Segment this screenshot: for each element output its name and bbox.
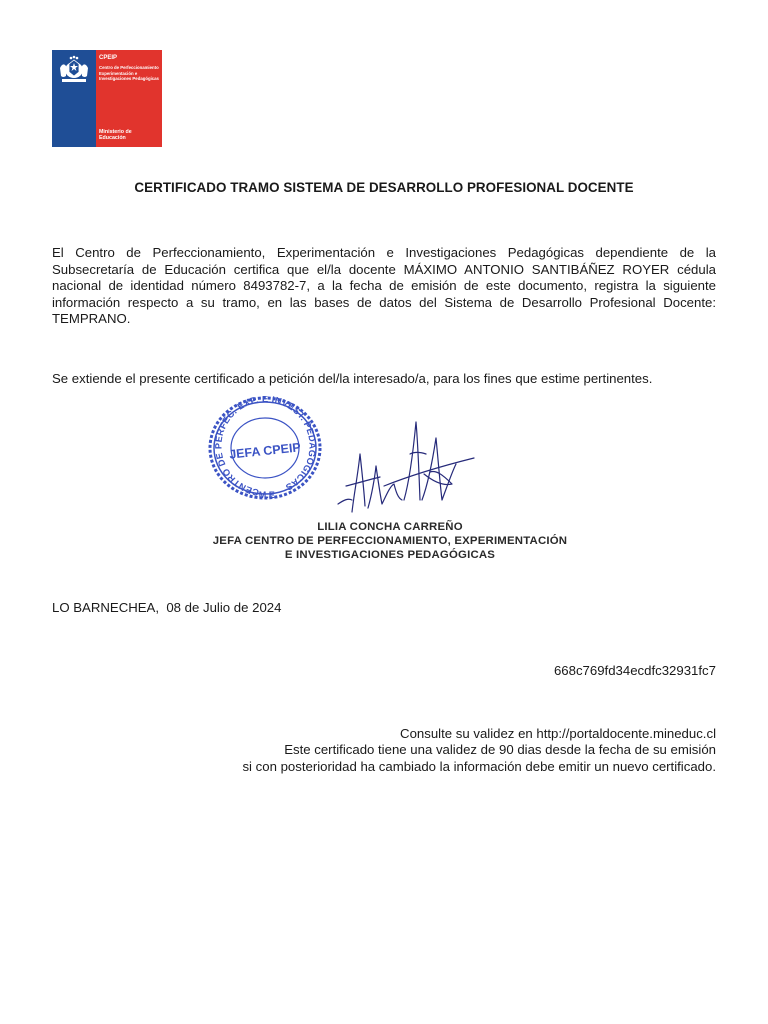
extend-statement: Se extiende el presente certificado a petición del/la interesado/a, para los fines que estime pertinentes. [52, 371, 653, 386]
logo-subtitle: Centro de Perfeccionamiento Experimentación e Investigaciones Pedagógicas [99, 65, 159, 82]
validity-footer [116, 726, 716, 775]
place-and-date: LO BARNECHEA, 08 de Julio de 2024 [52, 600, 282, 615]
logo-blue-panel [52, 50, 96, 147]
verification-code: 668c769fd34ecdfc32931fc7 [553, 663, 716, 678]
official-stamp [206, 396, 324, 504]
logo-ministry-line2: Educación [99, 135, 126, 142]
footer-line-3: si con posterioridad ha cambiado la información debe emitir un nuevo certificado. [242, 758, 716, 774]
logo-red-panel [96, 50, 162, 147]
logo-ministry-line1: Ministerio de [99, 129, 132, 135]
stamp-bottom-text: M.E. [258, 490, 278, 500]
footer-line-1: Consulte su validez en http://portaldocente.mineduc.cl [400, 726, 716, 741]
signer-block [190, 520, 590, 562]
logo-title: CPEIP [99, 55, 118, 61]
signer-role-line1: JEFA CENTRO DE PERFECCIONAMIENTO, EXPERIMENTACIÓN [212, 535, 568, 547]
cpeip-logo [52, 50, 162, 147]
logo-ministry [99, 129, 132, 142]
stamp-ring-text: CENTRO DE PERFEC. EXP. E INVEST. PEDAGOGICAS [213, 396, 318, 498]
footer-line-2: Este certificado tiene una validez de 90 dias desde la fecha de su emisión [284, 742, 716, 758]
signer-role-line2: E INVESTIGACIONES PEDAGÓGICAS [284, 549, 496, 561]
certificate-body: El Centro de Perfeccionamiento, Experimentación e Investigaciones Pedagógicas dependiente de la Subsecretaría de Educación certifica que el/la docente MÁXIMO ANTONIO SANTIBÁÑEZ ROYER cédula nacional de identidad número 8493782-7, a la fecha de emisión de este documento, registra la siguiente información respecto a su tramo, en las bases de datos del Sistema de Desarrollo Profesional Docente: TEMPRANO. [52, 245, 716, 327]
signer-name: LILIA CONCHA CARREÑO [317, 521, 463, 533]
coat-of-arms-icon [56, 54, 92, 88]
certificate-title: CERTIFICADO TRAMO SISTEMA DE DESARROLLO PROFESIONAL DOCENTE [134, 180, 634, 195]
stamp-center-text: JEFA CPEIP [228, 440, 302, 462]
handwritten-signature [324, 414, 484, 518]
